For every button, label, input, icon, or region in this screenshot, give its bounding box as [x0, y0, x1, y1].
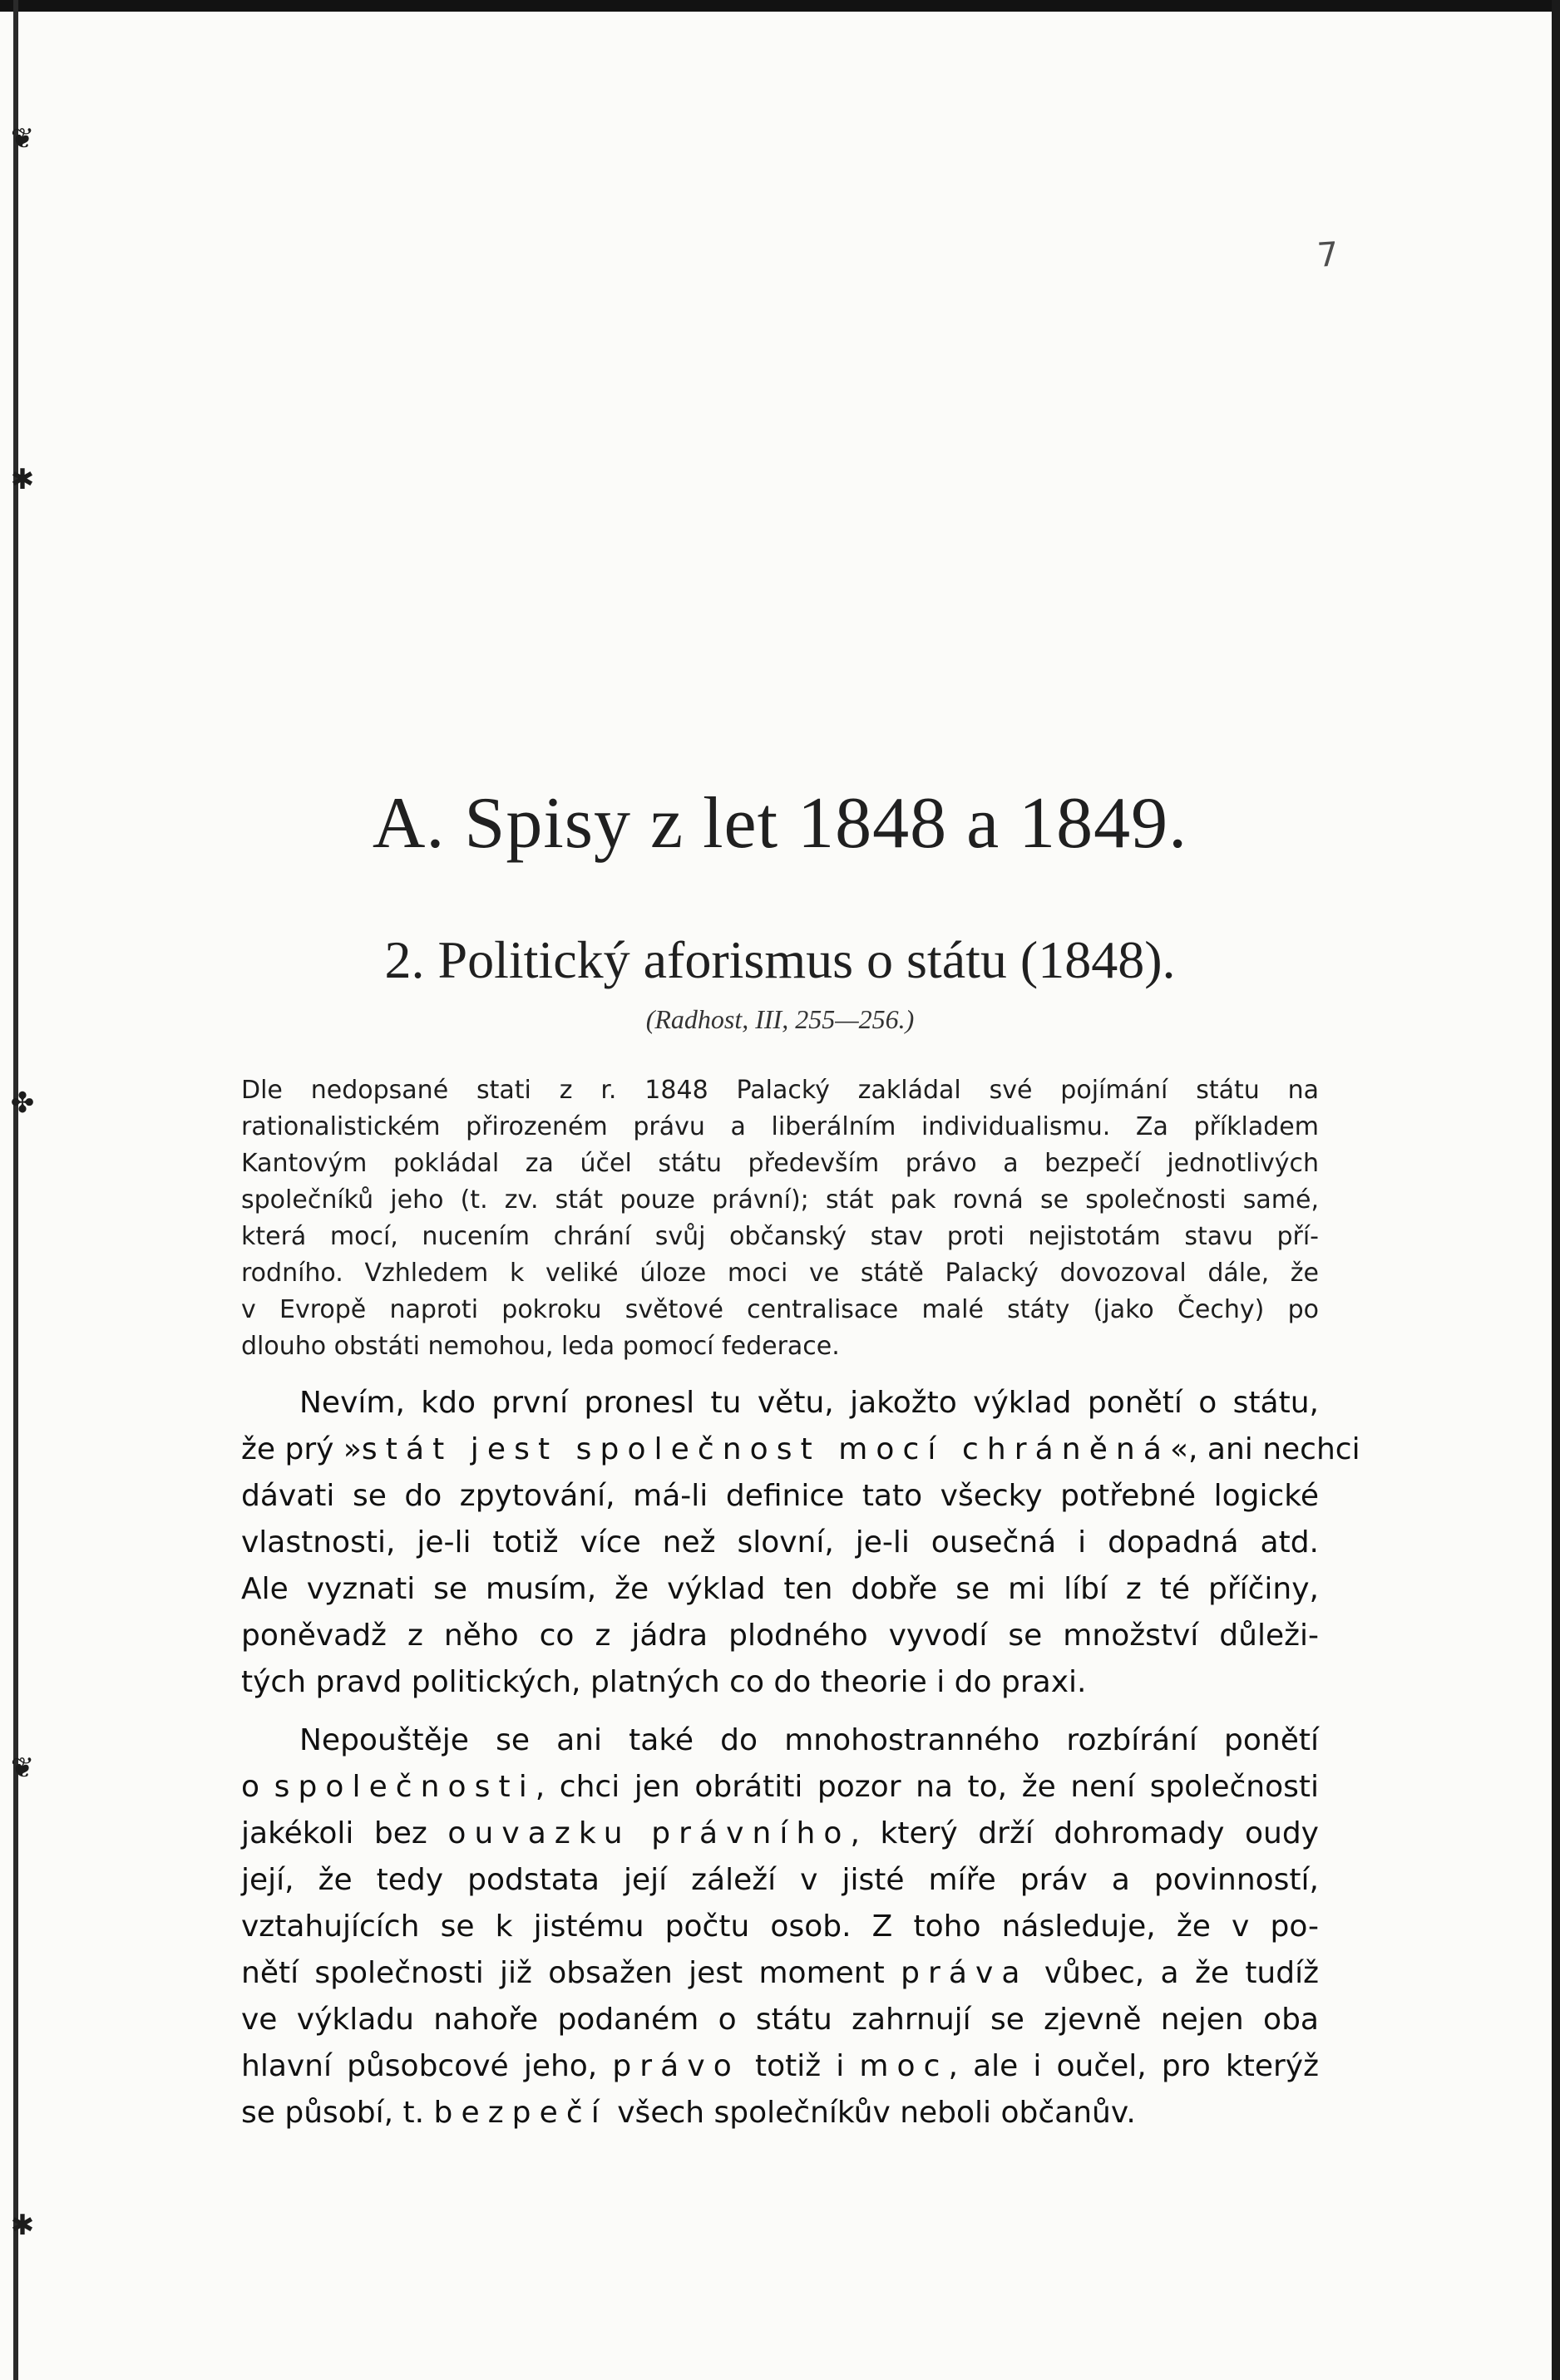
main-text: [241, 1380, 1360, 2136]
note-line: rodního. Vzhledem k veliké úloze moci ve státě Palacký dovozoval dále, že: [241, 1259, 1319, 1288]
paragraph-2-line: jakékoli bez ouvazku právního, který drží dohromady oudy: [241, 1816, 1319, 1850]
paragraph-2-line: hlavní působcové jeho, právo totiž i moc, ale i oučel, pro kterýž: [241, 2049, 1319, 2083]
note-line: dlouho obstáti nemohou, leda pomocí federace.: [241, 1332, 840, 1361]
paragraph-1-line: poněvadž z něho co z jádra plodného vyvodí se množství důleži-: [241, 1619, 1319, 1653]
note-line: která mocí, nucením chrání svůj občanský stav proti nejistotám stavu pří-: [241, 1222, 1319, 1251]
binding-mark: ✱: [10, 2209, 35, 2242]
chapter-title: 2. Politický aforismus o státu (1848).: [384, 930, 1176, 989]
note-line: v Evropě naproti pokroku světové centralisace malé státy (jako Čechy) po: [241, 1295, 1319, 1324]
paragraph-2-line: nětí společnosti již obsažen jest moment práva vůbec, a že tudíž: [241, 1956, 1319, 1990]
paragraph-2-line: ve výkladu nahoře podaném o státu zahrnují se zjevně nejen oba: [241, 2003, 1319, 2037]
section-title: A. Spisy z let 1848 a 1849.: [372, 783, 1188, 864]
scan-edge-right: [1552, 0, 1560, 2380]
editorial-note: [241, 1072, 1319, 1365]
binding-mark: ❦: [10, 122, 35, 155]
paragraph-1-line: že prý »stát jest společnost mocí chráněná«, ani nechci: [241, 1432, 1360, 1466]
paragraph-1-line: Nevím, kdo první pronesl tu větu, jakožto výklad ponětí o státu,: [299, 1386, 1319, 1420]
scan-edge-left: [13, 0, 18, 2380]
note-line: Dle nedopsané stati z r. 1848 Palacký zakládal své pojímání státu na: [241, 1076, 1319, 1105]
emphasis-spaced: ouvazku: [447, 1816, 631, 1850]
emphasis-spaced: právního: [651, 1816, 851, 1850]
binding-mark: ✤: [10, 1087, 35, 1120]
binding-mark: ❦: [10, 1752, 35, 1785]
emphasis-spaced: stát jest společnost mocí chráněná: [361, 1432, 1170, 1466]
emphasis-spaced: právo: [612, 2049, 740, 2083]
paragraph-2-line: se působí, t. bezpečí všech společníkův neboli občanův.: [241, 2096, 1136, 2130]
scan-edge-top: [0, 0, 1560, 12]
paragraph-1-line: dávati se do zpytování, má-li definice tato všecky potřebné logické: [241, 1479, 1319, 1513]
paragraph-2-line: její, že tedy podstata její záleží v jisté míře práv a povinností,: [241, 1863, 1319, 1897]
paragraph-1-line: vlastnosti, je-li totiž více než slovní, je-li ousečná i dopadná atd.: [241, 1525, 1319, 1560]
binding-mark: ✱: [10, 463, 35, 496]
emphasis-spaced: společnosti: [274, 1770, 536, 1804]
paragraph-1-line: Ale vyznati se musím, že výklad ten dobře se mi líbí z té příčiny,: [241, 1572, 1319, 1606]
emphasis-spaced: bezpečí: [433, 2096, 608, 2130]
note-line: rationalistickém přirozeném právu a liberálním individualismu. Za příkladem: [241, 1112, 1319, 1141]
emphasis-spaced: moc: [859, 2049, 949, 2083]
paragraph-2-line: vztahujících se k jistému počtu osob. Z toho následuje, že v po-: [241, 1909, 1319, 1944]
source-reference: (Radhost, III, 255—256.): [645, 1004, 915, 1034]
paragraph-2-line: Nepouštěje se ani také do mnohostranného rozbírání ponětí: [299, 1723, 1319, 1757]
paragraph-1-line: tých pravd politických, platných co do theorie i do praxi.: [241, 1665, 1087, 1699]
paragraph-2-line: o společnosti, chci jen obrátiti pozor na to, že není společnosti: [241, 1770, 1319, 1804]
note-line: společníků jeho (t. zv. stát pouze právní); stát pak rovná se společnosti samé,: [241, 1185, 1319, 1215]
page-number: 7: [1316, 235, 1340, 275]
emphasis-spaced: práva: [901, 1956, 1029, 1990]
note-line: Kantovým pokládal za účel státu především právo a bezpečí jednotlivých: [241, 1149, 1319, 1178]
